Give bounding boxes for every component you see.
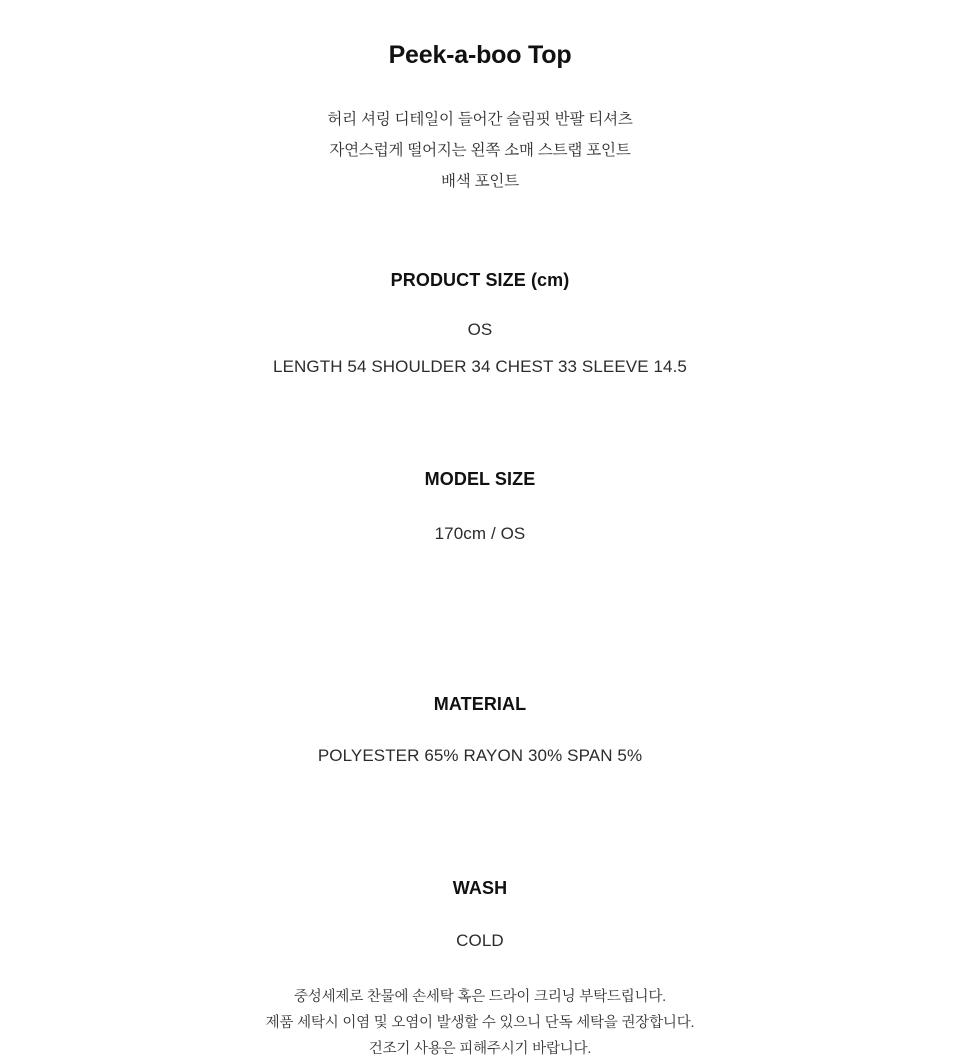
wash-note-line: 제품 세탁시 이염 및 오염이 발생할 수 있으니 단독 세탁을 권장합니다. [265,1015,695,1032]
description-line: 배색 포인트 [441,173,519,190]
wash-note-line: 중성세제로 찬물에 손세탁 혹은 드라이 크리닝 부탁드립니다. [294,989,666,1006]
product-size-measurements: LENGTH 54 SHOULDER 34 CHEST 33 SLEEVE 14.5 [273,357,687,377]
material-value: POLYESTER 65% RAYON 30% SPAN 5% [317,745,643,765]
wash-section [0,768,960,1062]
product-size-label: OS [467,320,493,340]
wash-heading: WASH [452,877,508,898]
material-heading: MATERIAL [433,693,527,714]
product-size-section [0,197,960,379]
wash-value: COLD [456,931,504,951]
material-section [0,546,960,768]
model-size-heading: MODEL SIZE [424,469,536,490]
product-size-heading: PRODUCT SIZE (cm) [390,270,570,290]
model-size-value: 170cm / OS [434,523,526,543]
model-size-section [0,379,960,545]
wash-notes [0,984,960,1062]
page-title: Peek-a-boo Top [388,41,572,69]
description-line: 허리 셔링 디테일이 들어간 슬림핏 반팔 티셔츠 [327,111,633,128]
wash-note-line: 건조기 사용은 피해주시기 바랍니다. [368,1041,592,1058]
description-line: 자연스럽게 떨어지는 왼쪽 소매 스트랩 포인트 [329,142,631,159]
product-description [0,104,960,197]
